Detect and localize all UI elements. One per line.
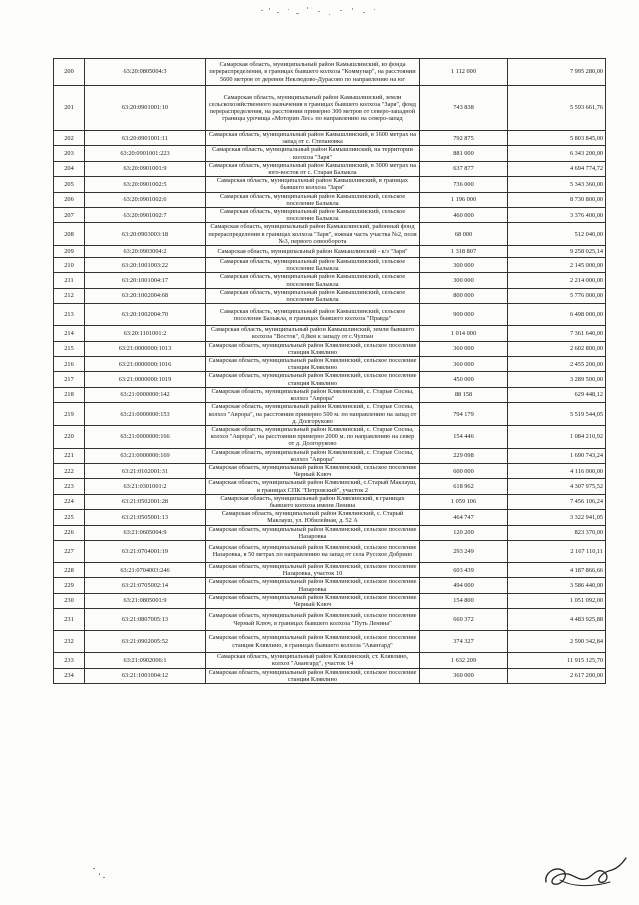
cadastral-number: 63:21:0505001:13 — [85, 510, 206, 525]
table-row — [54, 246, 606, 258]
cadastral-value: 5 776 000,00 — [508, 288, 606, 303]
row-number: 229 — [54, 578, 85, 593]
cadastral-value: 629 448,12 — [508, 387, 606, 402]
table-row — [54, 494, 606, 509]
row-number: 223 — [54, 479, 85, 494]
plot-address: Самарская область, муниципальный район Клявлинский, сельское поселение Черный Ключ — [206, 593, 420, 608]
cadastral-value: 3 322 941,05 — [508, 510, 606, 525]
plot-address: Самарская область, муниципальный район Камышлинский, сельское поселение Балыкла — [206, 192, 420, 207]
cadastral-value: 512 040,00 — [508, 223, 606, 246]
cadastral-number: 63:20:1001003:22 — [85, 258, 206, 273]
cadastral-number: 63:21:0000000:153 — [85, 403, 206, 426]
row-number: 231 — [54, 609, 85, 631]
row-number: 216 — [54, 357, 85, 372]
plot-area: 464 747 — [420, 510, 508, 525]
cadastral-value: 6 498 000,00 — [508, 304, 606, 326]
plot-address: Самарская область, муниципальный район Камышлинский, сельское поселение Балыкла — [206, 208, 420, 223]
plot-area: 460 000 — [420, 208, 508, 223]
scan-artifact-top — [255, 4, 385, 18]
plot-area: 293 249 — [420, 540, 508, 562]
plot-address: Самарская область, муниципальный район Камышлинский, земли бывшего колхоза "Восток", 0,8км к западу от с.Чулпан — [206, 326, 420, 341]
table-row — [54, 223, 606, 246]
plot-area: 792 875 — [420, 131, 508, 146]
plot-address: Самарская область, муниципальный район Клявлинский, сельское поселение Назаровка — [206, 525, 420, 540]
plot-address: Самарская область, муниципальный район Клявлинский, сельское поселение станция Клявлино — [206, 668, 420, 683]
plot-area: 154 446 — [420, 425, 508, 448]
cadastral-number: 63:20:0901002:6 — [85, 192, 206, 207]
table-row — [54, 86, 606, 131]
table-row — [54, 146, 606, 161]
plot-area: 1 112 000 — [420, 59, 508, 86]
row-number: 227 — [54, 540, 85, 562]
cadastral-number: 63:20:1002004:68 — [85, 288, 206, 303]
plot-area: 1 014 000 — [420, 326, 508, 341]
row-number: 201 — [54, 86, 85, 131]
table-row — [54, 448, 606, 463]
cadastral-value: 2 617 200,00 — [508, 668, 606, 683]
plot-area: 300 000 — [420, 258, 508, 273]
cadastral-value: 1 690 743,24 — [508, 448, 606, 463]
cadastral-number: 63:20:0805004:3 — [85, 59, 206, 86]
plot-address: Самарская область, муниципальный район Клявлинский, сельское поселение Назаровка, в 50 метрах по направлению на запад от села Русское Добрино — [206, 540, 420, 562]
plot-area: 229 098 — [420, 448, 508, 463]
table-row — [54, 59, 606, 86]
cadastral-number: 63:21:0605004:9 — [85, 525, 206, 540]
cadastral-value: 2 455 200,00 — [508, 357, 606, 372]
cadastral-value: 1 084 210,92 — [508, 425, 606, 448]
plot-address: Самарская область, муниципальный район Камышлинский, в 1600 метрах на запад от с. Степановка — [206, 131, 420, 146]
cadastral-number: 63:21:0301001:2 — [85, 479, 206, 494]
plot-area: 360 000 — [420, 357, 508, 372]
plot-address: Самарская область, муниципальный район Клявлинский, с. Старые Сосны, колхоз "Аврора", на расстоянии примерно 2000 м. по направлению на север от д. Долгоруково — [206, 425, 420, 448]
plot-address: Самарская область, муниципальный район Клявлинский, сельское поселение станция Клявлино — [206, 341, 420, 356]
plot-address: Самарская область, муниципальный район Клявлинский, с. Старые Сосны, колхоз "Аврора" — [206, 387, 420, 402]
row-number: 220 — [54, 425, 85, 448]
cadastral-value: 3 586 440,00 — [508, 578, 606, 593]
plot-area: 1 632 209 — [420, 653, 508, 668]
cadastral-value: 4 694 774,72 — [508, 161, 606, 176]
row-number: 217 — [54, 372, 85, 387]
cadastral-number: 63:21:0000000:1013 — [85, 341, 206, 356]
cadastral-number: 63:21:0902006:1 — [85, 653, 206, 668]
plot-address: Самарская область, муниципальный район Камышлинский, в границах бывшего колхоза "Заря" — [206, 177, 420, 192]
table-row — [54, 425, 606, 448]
plot-area: 637 877 — [420, 161, 508, 176]
plot-area: 1 318 807 — [420, 246, 508, 258]
plot-area: 900 000 — [420, 304, 508, 326]
row-number: 213 — [54, 304, 85, 326]
plot-address: Самарская область, муниципальный район Клявлинский, с. Старые Сосны, колхоз "Аврора", на расстоянии примерно 500 м. по направлению на запад от д. Долгоруково — [206, 403, 420, 426]
row-number: 211 — [54, 273, 85, 288]
cadastral-number: 63:20:0901002:7 — [85, 208, 206, 223]
plot-area: 88 158 — [420, 387, 508, 402]
cadastral-value: 11 915 125,70 — [508, 653, 606, 668]
table-row — [54, 479, 606, 494]
plot-address: Самарская область, муниципальный район Камышлинский, сельское поселение Балыкла — [206, 288, 420, 303]
cadastral-value: 3 289 500,00 — [508, 372, 606, 387]
cadastral-number: 63:21:0000000:142 — [85, 387, 206, 402]
table-row — [54, 510, 606, 525]
plot-address: Самарская область, муниципальный район Клявлинский, сельское поселение станция Клявлино — [206, 372, 420, 387]
plot-address: Самарская область, муниципальный район Клявлинский, сельское поселение Черный Ключ, в границах бывшего колхоза "Путь Ленина" — [206, 609, 420, 631]
cadastral-value: 7 361 640,00 — [508, 326, 606, 341]
cadastral-value: 2 167 110,11 — [508, 540, 606, 562]
row-number: 234 — [54, 668, 85, 683]
table-row — [54, 525, 606, 540]
cadastral-value: 6 343 200,00 — [508, 146, 606, 161]
row-number: 233 — [54, 653, 85, 668]
cadastral-value: 4 307 975,52 — [508, 479, 606, 494]
plot-address: Самарская область, муниципальный район Камышлинский, сельское поселение Балыкла, в границах бывшего колхоза "Правда" — [206, 304, 420, 326]
row-number: 208 — [54, 223, 85, 246]
cadastral-number: 63:21:0805001:9 — [85, 593, 206, 608]
row-number: 225 — [54, 510, 85, 525]
row-number: 202 — [54, 131, 85, 146]
plot-area: 618 962 — [420, 479, 508, 494]
table-row — [54, 288, 606, 303]
cadastral-number: 63:20:0901001:9 — [85, 161, 206, 176]
plot-area: 743 838 — [420, 86, 508, 131]
plot-address: Самарская область, муниципальный район Клявлинский, сельское поселение станция Клявлино, в границах бывшего колхоза "Авангард" — [206, 631, 420, 653]
cadastral-number: 63:21:0502001:28 — [85, 494, 206, 509]
plot-area: 68 000 — [420, 223, 508, 246]
row-number: 200 — [54, 59, 85, 86]
cadastral-number: 63:20:0903004:2 — [85, 246, 206, 258]
cadastral-number: 63:21:0102001:31 — [85, 463, 206, 478]
plot-area: 660 372 — [420, 609, 508, 631]
row-number: 207 — [54, 208, 85, 223]
table-row — [54, 372, 606, 387]
cadastral-value: 2 590 342,84 — [508, 631, 606, 653]
plot-area: 300 000 — [420, 273, 508, 288]
plot-area: 603 439 — [420, 562, 508, 577]
table-row — [54, 668, 606, 683]
cadastral-value: 1 051 092,00 — [508, 593, 606, 608]
plot-area: 1 196 000 — [420, 192, 508, 207]
cadastral-number: 63:20:0901001:223 — [85, 146, 206, 161]
table-row — [54, 578, 606, 593]
table-row — [54, 403, 606, 426]
plot-address: Самарская область, муниципальный район Клявлинский, с.Старый Маклауш, в границах СПК "Петровский", участок 2 — [206, 479, 420, 494]
cadastral-value: 4 483 925,88 — [508, 609, 606, 631]
table-row — [54, 192, 606, 207]
cadastral-value: 7 456 106,24 — [508, 494, 606, 509]
cadastral-number: 63:21:0704003:246 — [85, 562, 206, 577]
cadastral-number: 63:20:0901002:5 — [85, 177, 206, 192]
table-row — [54, 562, 606, 577]
cadastral-number: 63:21:0704001:19 — [85, 540, 206, 562]
row-number: 205 — [54, 177, 85, 192]
cadastral-number: 63:20:0901001:10 — [85, 86, 206, 131]
plot-address: Самарская область, муниципальный район Клявлинский, с. Старый Маклауш, ул. Юбилейная, д. 52 А — [206, 510, 420, 525]
table-row — [54, 631, 606, 653]
row-number: 206 — [54, 192, 85, 207]
plot-area: 120 200 — [420, 525, 508, 540]
signature-mark — [540, 852, 632, 894]
land-plots-table — [53, 58, 606, 684]
cadastral-value: 7 995 280,00 — [508, 59, 606, 86]
plot-address: Самарская область, муниципальный район Камышлинский, сельское поселение Балыкла — [206, 258, 420, 273]
table-row — [54, 131, 606, 146]
row-number: 210 — [54, 258, 85, 273]
cadastral-value: 5 343 360,00 — [508, 177, 606, 192]
plot-address: Самарская область, муниципальный район Клявлинский, сельское поселение Черный Ключ — [206, 463, 420, 478]
plot-area: 794 179 — [420, 403, 508, 426]
cadastral-value: 5 519 544,05 — [508, 403, 606, 426]
plot-address: Самарская область, муниципальный район Клявлинский, в границах бывшего колхоза имени Ленина — [206, 494, 420, 509]
plot-area: 154 800 — [420, 593, 508, 608]
plot-address: Самарская область, муниципальный район Клявлинский, ст. Клявлино, колхоз "Авангард", участок 14 — [206, 653, 420, 668]
table-row — [54, 387, 606, 402]
row-number: 218 — [54, 387, 85, 402]
plot-address: Самарская область, муниципальный район Камышлинский - к/з "Заря" — [206, 246, 420, 258]
plot-address: Самарская область, муниципальный район Камышлинский, из фонда перераспределения, в границах бывшего колхоза "Коммунар", на расстоянии 5600 метров от деревни Неклюдово-Дурасово по направлению на юг — [206, 59, 420, 86]
table-row — [54, 463, 606, 478]
plot-area: 360 000 — [420, 668, 508, 683]
plot-area: 881 000 — [420, 146, 508, 161]
scan-artifact-bottom — [90, 864, 110, 882]
plot-area: 1 059 106 — [420, 494, 508, 509]
cadastral-number: 63:21:0000000:169 — [85, 448, 206, 463]
cadastral-number: 63:21:0807005:13 — [85, 609, 206, 631]
cadastral-number: 63:20:0901001:11 — [85, 131, 206, 146]
plot-area: 800 000 — [420, 288, 508, 303]
cadastral-value: 2 145 000,00 — [508, 258, 606, 273]
plot-address: Самарская область, муниципальный район Клявлинский, сельское поселение Назаровка — [206, 578, 420, 593]
table-row — [54, 540, 606, 562]
cadastral-value: 823 370,00 — [508, 525, 606, 540]
cadastral-number: 63:21:0000000:166 — [85, 425, 206, 448]
cadastral-value: 4 187 866,66 — [508, 562, 606, 577]
cadastral-value: 4 116 000,00 — [508, 463, 606, 478]
row-number: 232 — [54, 631, 85, 653]
cadastral-number: 63:20:0903003:18 — [85, 223, 206, 246]
table-row — [54, 357, 606, 372]
plot-area: 736 000 — [420, 177, 508, 192]
cadastral-value: 3 376 400,00 — [508, 208, 606, 223]
row-number: 214 — [54, 326, 85, 341]
table-row — [54, 341, 606, 356]
cadastral-number: 63:21:0000000:1019 — [85, 372, 206, 387]
row-number: 212 — [54, 288, 85, 303]
plot-address: Самарская область, муниципальный район Камышлинский, в 3000 метрах на юго-восток от с. Старая Балыкла — [206, 161, 420, 176]
plot-area: 450 000 — [420, 372, 508, 387]
table-row — [54, 208, 606, 223]
table-row — [54, 304, 606, 326]
plot-address: Самарская область, муниципальный район Клявлинский, с. Старые Сосны, колхоз "Аврора" — [206, 448, 420, 463]
cadastral-value: 8 730 800,00 — [508, 192, 606, 207]
cadastral-number: 63:20:1001004:17 — [85, 273, 206, 288]
row-number: 203 — [54, 146, 85, 161]
table-row — [54, 177, 606, 192]
cadastral-value: 5 803 845,00 — [508, 131, 606, 146]
plot-area: 360 000 — [420, 341, 508, 356]
row-number: 230 — [54, 593, 85, 608]
cadastral-value: 5 593 661,76 — [508, 86, 606, 131]
table-row — [54, 609, 606, 631]
cadastral-value: 2 602 800,00 — [508, 341, 606, 356]
table-row — [54, 258, 606, 273]
row-number: 219 — [54, 403, 85, 426]
plot-address: Самарская область, муниципальный район Клявлинский, сельское поселение Назаровка, участок 10 — [206, 562, 420, 577]
table-row — [54, 593, 606, 608]
row-number: 204 — [54, 161, 85, 176]
cadastral-value: 9 258 025,14 — [508, 246, 606, 258]
table-row — [54, 326, 606, 341]
row-number: 224 — [54, 494, 85, 509]
row-number: 221 — [54, 448, 85, 463]
plot-address: Самарская область, муниципальный район Камышлинский, на территории колхоза "Заря" — [206, 146, 420, 161]
row-number: 222 — [54, 463, 85, 478]
plot-area: 494 000 — [420, 578, 508, 593]
plot-address: Самарская область, муниципальный район Камышлинский, районный фонд перераспределения в границах колхоза "Заря", южная часть участка №2, поля №3, первого севооборота — [206, 223, 420, 246]
plot-address: Самарская область, муниципальный район Камышлинский, сельское поселение Балыкла — [206, 273, 420, 288]
table-row — [54, 653, 606, 668]
table-body — [54, 59, 606, 684]
cadastral-number: 63:20:1002004:70 — [85, 304, 206, 326]
table-row — [54, 273, 606, 288]
row-number: 209 — [54, 246, 85, 258]
table-row — [54, 161, 606, 176]
cadastral-value: 2 214 000,00 — [508, 273, 606, 288]
row-number: 228 — [54, 562, 85, 577]
cadastral-number: 63:21:0000000:1016 — [85, 357, 206, 372]
row-number: 215 — [54, 341, 85, 356]
row-number: 226 — [54, 525, 85, 540]
cadastral-number: 63:21:0902005:52 — [85, 631, 206, 653]
plot-address: Самарская область, муниципальный район Клявлинский, сельское поселение станция Клявлино — [206, 357, 420, 372]
plot-area: 600 000 — [420, 463, 508, 478]
plot-area: 374 327 — [420, 631, 508, 653]
cadastral-number: 63:20:1101001:2 — [85, 326, 206, 341]
plot-address: Самарская область, муниципальный район Камышлинский, земли сельскохозяйственного назначения в границах бывшего колхоза "Заря", фонд перераспределения, на расстоянии примерно 300 метров от северо-западной границы урочища «Моторин Лес» по направлению на северо-запад — [206, 86, 420, 131]
cadastral-number: 63:21:0705002:14 — [85, 578, 206, 593]
cadastral-number: 63:21:1001004:12 — [85, 668, 206, 683]
